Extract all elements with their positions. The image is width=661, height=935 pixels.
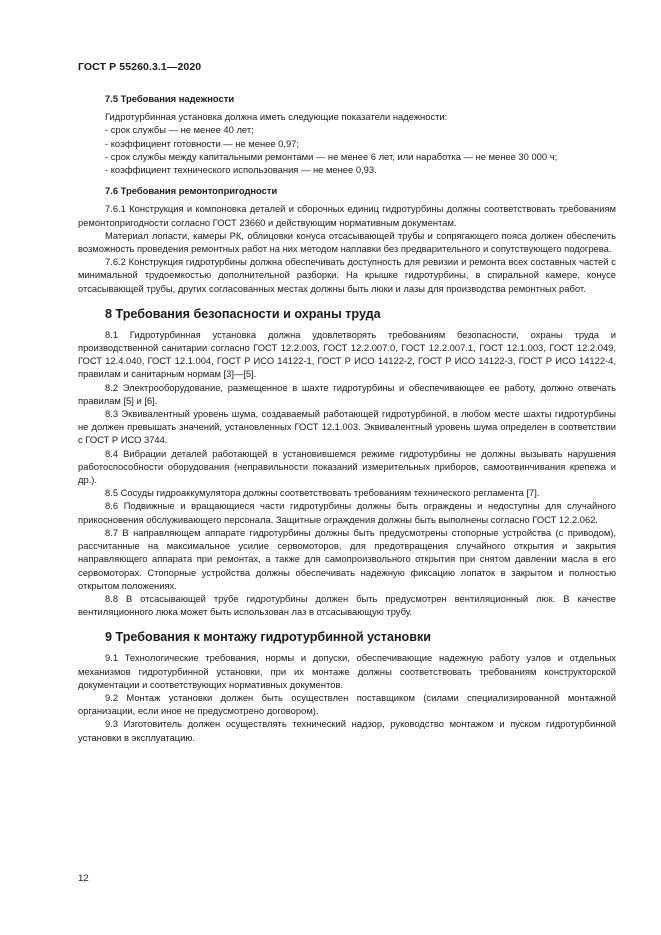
- paragraph: 8.1 Гидротурбинная установка должна удовлетворять требованиям безопасности, охраны труда и производственной санитарии согласно ГОСТ 12.2.003, ГОСТ 12.2.007.0, ГОСТ 12.2.007.1, ГОСТ 12.1.003, ГОСТ 12.2.049, ГОСТ 12.4.040, ГОСТ 12.1.004, ГОСТ Р ИСО 14122-1, ГОСТ Р ИСО 14122-2, ГОСТ Р ИСО 14122-3, ГОСТ Р ИСО 14122-4, правилам и санитарным нормам [3]—[5].: [78, 328, 616, 380]
- paragraph: 9.3 Изготовитель должен осуществлять технический надзор, руководство монтажом и пуском гидротурбинной установки в эксплуатацию.: [78, 718, 616, 743]
- paragraph: 8.3 Эквивалентный уровень шума, создаваемый работающей гидротурбиной, в любом месте шахты гидротурбины не должен превышать значений, установленных ГОСТ 12.1.003. Эквивалентный уровень шума определен в соответствии с ГОСТ Р ИСО 3744.: [78, 408, 616, 446]
- paragraph: 7.6.1 Конструкция и компоновка деталей и сборочных единиц гидротурбины должны соответствовать требованиям ремонтопригодности согласно ГОСТ 23660 и действующим нормативным документам.: [78, 203, 616, 228]
- reliability-item: - срок службы между капитальными ремонтами — не менее 6 лет, или наработка — не менее 30 000 ч;: [105, 150, 558, 162]
- section-7-6-title: 7.6 Требования ремонтопригодности: [105, 185, 278, 197]
- document-code: ГОСТ Р 55260.3.1—2020: [78, 61, 202, 73]
- paragraph: 9.1 Технологические требования, нормы и допуски, обеспечивающие надежную работу узлов и отдельных механизмов гидротурбинной установки, при их монтаже должны соответствовать требованиям конструкторской документации и соответствующих нормативных документов.: [78, 652, 616, 690]
- paragraph: 8.8 В отсасывающей трубе гидротурбины должен быть предусмотрен вентиляционный люк. В качестве вентиляционного люка может быть использован лаз в отсасывающую трубу.: [78, 592, 616, 618]
- reliability-item: - срок службы — не менее 40 лет;: [105, 124, 254, 136]
- paragraph: 8.5 Сосуды гидроаккумулятора должны соответствовать требованиям технического регламента [7].: [105, 487, 540, 499]
- page-number: 12: [78, 873, 89, 884]
- section-7-5-intro: Гидротурбинная установка должна иметь следующие показатели надежности:: [105, 111, 448, 123]
- section-8-title: 8 Требования безопасности и охраны труда: [105, 306, 381, 321]
- paragraph: 8.2 Электрооборудование, размещенное в шахте гидротурбины и обеспечивающее ее работу, должно отвечать правилам [5] и [6].: [78, 381, 616, 406]
- page-body: [78, 92, 616, 744]
- paragraph: 9.2 Монтаж установки должен быть осуществлен поставщиком (силами специализированной монтажной организации, если иное не предусмотрено договором).: [78, 691, 616, 717]
- paragraph: 7.6.2 Конструкция гидротурбины должна обеспечивать доступность для ревизии и ремонта всех составных частей с минимальной трудоемкостью дополнительной разборки. На крышке гидротурбины, в спиральной камере, конусе отсасывающей трубы, других согласованных местах должны быть люки и лазы для производства ремонтных работ.: [78, 256, 616, 294]
- reliability-item: - коэффициент готовности — не менее 0,97;: [105, 137, 300, 149]
- reliability-item: - коэффициент технического использования — не менее 0,93.: [105, 164, 377, 176]
- section-7-5-title: 7.5 Требования надежности: [105, 93, 235, 104]
- paragraph: 8.4 Вибрации деталей работающей в установившемся режиме гидротурбины не должны вызывать нарушения работоспособности оборудования (неправильности показаний измерительных приборов, самоотвинчивания крепежа и др.).: [78, 447, 616, 486]
- paragraph: 8.7 В направляющем аппарате гидротурбины должны быть предусмотрены стопорные устройства (с приводом), рассчитанные на максимальное усилие сервомоторов, для предотвращения случайного открытия и закрытия направляющего аппарата при ремонтах, а также для самопроизвольного открытия при снятом давлении масла в его сервомоторах. Стопорные устройства должны обеспечивать надежную фиксацию лопаток в закрытом и полностью открытом положениях.: [78, 526, 616, 591]
- paragraph: Материал лопасти, камеры РК, облицовки конуса отсасывающей трубы и сопрягающего пояса должен обеспечить возможность проведения ремонтных работ на них методом наплавки без предварительного и сопутствующего подогрева.: [78, 229, 616, 255]
- paragraph: 8.6 Подвижные и вращающиеся части гидротурбины должны быть ограждены и недоступны для случайного прикосновения обслуживающего персонала. Защитные ограждения должны быть выполнены согласно ГОСТ 12.2.062.: [78, 500, 616, 525]
- section-9-title: 9 Требования к монтажу гидротурбинной установки: [105, 630, 432, 645]
